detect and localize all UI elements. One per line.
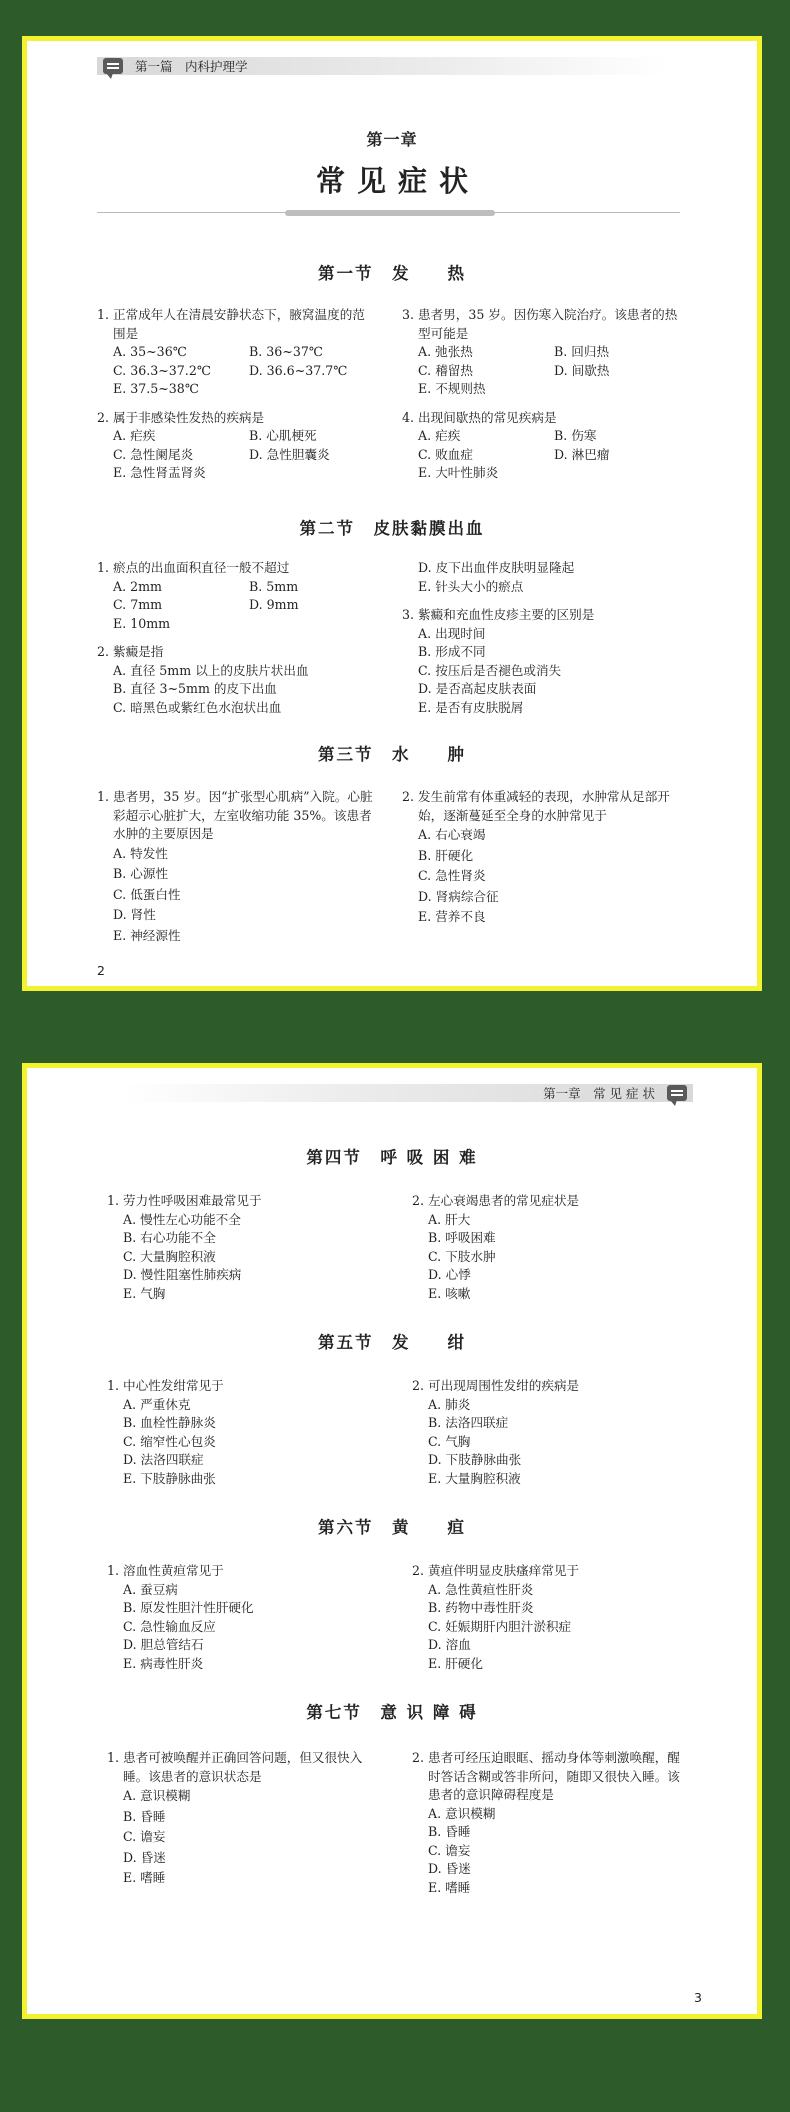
question-stem: 正常成年人在清晨安静状态下，腋窝温度的范围是 <box>113 307 365 341</box>
answer-option: D. 间歇热 <box>554 362 610 378</box>
question-number: 2. <box>412 1563 425 1578</box>
question-stem: 劳力性呼吸困难最常见于 <box>123 1193 262 1208</box>
answer-option: B. 心源性 <box>113 866 169 881</box>
section-title: 第六节 黄 疸 <box>318 1518 466 1537</box>
section-title: 第一节 发 热 <box>318 264 466 283</box>
question-column-right <box>402 559 682 727</box>
page-number: 3 <box>694 1990 702 2005</box>
question-column-left <box>97 559 377 727</box>
question <box>107 1192 387 1303</box>
question <box>97 306 377 399</box>
section-title: 第三节 水 肿 <box>318 745 466 764</box>
answer-option: C. 暗黑色或紫红色水泡状出血 <box>113 699 282 715</box>
answer-option: A. 疟疾 <box>113 428 156 443</box>
answer-option: D. 急性胆囊炎 <box>249 446 330 462</box>
answer-option: E. 咳嗽 <box>428 1285 471 1301</box>
answer-option: A. 35~36℃ <box>113 344 187 359</box>
answer-option: B. 原发性胆汁性肝硬化 <box>123 1600 254 1615</box>
question <box>402 788 682 928</box>
question <box>107 1377 387 1488</box>
question-number: 1. <box>97 560 110 575</box>
answer-option: B. 昏睡 <box>428 1824 471 1839</box>
question-stem: 中心性发绀常见于 <box>123 1378 224 1393</box>
chapter-divider-accent <box>285 210 495 216</box>
question-column-right <box>412 1749 692 1907</box>
answer-option: E. 大量胸腔积液 <box>428 1470 521 1486</box>
answer-option: D. 肾病综合征 <box>418 888 499 904</box>
question-stem: 患者可被唤醒并正确回答问题，但又很快入睡。该患者的意识状态是 <box>123 1750 363 1784</box>
running-header-text: 第一篇 内科护理学 <box>135 59 248 74</box>
answer-option: C. 低蛋白性 <box>113 886 181 902</box>
question-number: 4. <box>402 409 415 425</box>
question-stem: 患者可经压迫眼眶、摇动身体等刺激唤醒，醒时答话含糊或答非所问，随即又很快入睡。该患者的意识障碍程度是 <box>428 1750 680 1802</box>
question <box>107 1749 387 1889</box>
question-number: 2. <box>412 1750 425 1765</box>
answer-option: A. 直径 5mm 以上的皮肤片状出血 <box>113 662 309 678</box>
question-stem: 黄疸伴明显皮肤瘙痒常见于 <box>428 1563 580 1578</box>
question-column-left <box>107 1192 387 1313</box>
answer-option: E. 气胸 <box>123 1285 166 1301</box>
answer-option: C. 下肢水肿 <box>428 1248 496 1264</box>
answer-option: A. 右心衰竭 <box>418 827 486 842</box>
question-number: 2. <box>97 409 110 425</box>
answer-option: B. 肝硬化 <box>418 847 474 863</box>
answer-option: D. 36.6~37.7℃ <box>249 362 348 378</box>
answer-option: C. 缩窄性心包炎 <box>123 1433 216 1449</box>
question-stem: 瘀点的出血面积直径一般不超过 <box>113 560 290 575</box>
answer-option: B. 直径 3~5mm 的皮下出血 <box>113 681 277 696</box>
section-title: 第七节 意 识 障 碍 <box>306 1703 478 1722</box>
question-number: 1. <box>97 789 110 804</box>
question-number: 1. <box>97 307 110 322</box>
answer-option: A. 严重休克 <box>123 1396 191 1412</box>
question-column-left <box>97 306 377 493</box>
question-stem: 左心衰竭患者的常见症状是 <box>428 1193 580 1208</box>
answer-option: B. 呼吸困难 <box>428 1230 496 1245</box>
answer-option: A. 出现时间 <box>418 625 486 641</box>
question-number: 1. <box>107 1563 120 1578</box>
question-stem: 紫癜和充血性皮疹主要的区别是 <box>418 607 595 622</box>
book-page-2 <box>22 36 762 991</box>
answer-option: B. 血栓性静脉炎 <box>123 1415 216 1430</box>
answer-option: A. 弛张热 <box>418 344 473 359</box>
answer-option: C. 急性输血反应 <box>123 1618 216 1634</box>
book-page-3 <box>22 1063 762 2019</box>
question-column-left <box>107 1377 387 1498</box>
question-column-right <box>412 1192 692 1313</box>
question <box>97 409 377 483</box>
answer-option: C. 急性阑尾炎 <box>113 446 194 462</box>
answer-option: C. 稽留热 <box>418 362 473 378</box>
answer-option: B. 5mm <box>249 578 299 594</box>
answer-option: D. 慢性阻塞性肺疾病 <box>123 1267 242 1282</box>
answer-option: E. 病毒性肝炎 <box>123 1655 204 1671</box>
question-number: 2. <box>97 644 110 659</box>
question <box>107 1562 387 1673</box>
answer-option: C. 大量胸腔积液 <box>123 1248 216 1264</box>
speech-bubble-icon <box>667 1085 687 1101</box>
answer-option: B. 36~37℃ <box>249 344 323 359</box>
answer-option: D. 是否高起皮肤表面 <box>418 681 537 696</box>
answer-option: B. 右心功能不全 <box>123 1230 216 1245</box>
running-header <box>97 57 667 75</box>
answer-option: E. 下肢静脉曲张 <box>123 1470 216 1486</box>
question-number: 2. <box>412 1378 425 1393</box>
answer-option: E. 针头大小的瘀点 <box>418 578 524 594</box>
answer-option: E. 大叶性肺炎 <box>418 465 499 480</box>
answer-option: A. 急性黄疸性肝炎 <box>428 1581 534 1597</box>
chapter-label: 第一章 <box>366 130 418 149</box>
answer-option: E. 不规则热 <box>418 381 486 396</box>
speech-bubble-icon <box>103 58 123 74</box>
answer-option: B. 法洛四联症 <box>428 1415 509 1430</box>
question-number: 1. <box>107 1378 120 1393</box>
answer-option: B. 形成不同 <box>418 644 486 659</box>
answer-option: D. 心悸 <box>428 1267 471 1282</box>
answer-option: A. 肝大 <box>428 1211 471 1227</box>
question-column-right <box>402 788 682 938</box>
page-number: 2 <box>97 963 105 978</box>
question-number: 1. <box>107 1193 120 1208</box>
answer-option: D. 9mm <box>249 597 299 612</box>
answer-option: E. 嗜睡 <box>428 1879 471 1895</box>
question-number: 2. <box>402 789 415 804</box>
answer-option: D. 胆总管结石 <box>123 1637 204 1652</box>
answer-option: D. 法洛四联症 <box>123 1452 204 1467</box>
question-column-right <box>402 306 682 493</box>
question <box>97 643 377 717</box>
question-number: 3. <box>402 307 415 322</box>
chapter-title: 常见症状 <box>315 164 480 198</box>
question <box>412 1562 692 1673</box>
question-stem: 发生前常有体重减轻的表现，水肿常从足部开始，逐渐蔓延至全身的水肿常见于 <box>418 789 670 823</box>
answer-option: B. 伤寒 <box>554 428 597 443</box>
answer-option: E. 肝硬化 <box>428 1655 483 1671</box>
answer-option: C. 急性肾炎 <box>418 868 486 883</box>
answer-option: C. 败血症 <box>418 446 473 462</box>
question-stem: 可出现周围性发绀的疾病是 <box>428 1378 580 1393</box>
question-stem: 紫癜是指 <box>113 644 164 659</box>
answer-option: D. 下肢静脉曲张 <box>428 1452 522 1467</box>
answer-option: A. 肺炎 <box>428 1396 471 1412</box>
answer-option: A. 2mm <box>113 578 162 594</box>
answer-option: A. 意识模糊 <box>123 1788 191 1803</box>
answer-option: E. 是否有皮肤脱屑 <box>418 699 524 715</box>
answer-option: B. 心肌梗死 <box>249 428 317 443</box>
answer-option: D. 淋巴瘤 <box>554 446 610 462</box>
answer-option: C. 谵妄 <box>428 1842 471 1858</box>
answer-option: C. 按压后是否褪色或消失 <box>418 662 562 678</box>
question-number: 1. <box>107 1750 120 1765</box>
question-stem: 患者男，35 岁。因伤寒入院治疗。该患者的热型可能是 <box>418 307 678 341</box>
answer-option: A. 疟疾 <box>418 428 461 443</box>
answer-option: C. 妊娠期肝内胆汁淤积症 <box>428 1618 572 1634</box>
answer-option: A. 慢性左心功能不全 <box>123 1211 241 1227</box>
answer-option: E. 急性肾盂肾炎 <box>113 465 206 480</box>
question <box>402 306 682 399</box>
section-title: 第二节 皮肤黏膜出血 <box>299 519 485 538</box>
question <box>402 606 682 717</box>
question-number: 3. <box>402 607 415 622</box>
answer-option: C. 36.3~37.2℃ <box>113 362 211 378</box>
answer-option: B. 药物中毒性肝炎 <box>428 1600 534 1615</box>
question-column-right <box>412 1562 692 1683</box>
answer-option: E. 10mm <box>113 615 171 631</box>
section-title: 第五节 发 绀 <box>318 1333 466 1352</box>
question-stem: 出现间歇热的常见疾病是 <box>418 409 557 425</box>
question <box>412 1192 692 1303</box>
question <box>402 409 682 483</box>
question-stem: 溶血性黄疸常见于 <box>123 1563 224 1578</box>
answer-option: D. 皮下出血伴皮肤明显隆起 <box>418 560 575 575</box>
answer-option: C. 气胸 <box>428 1433 471 1449</box>
question-column-left <box>107 1749 387 1899</box>
answer-option: D. 昏迷 <box>123 1849 166 1865</box>
answer-option: C. 谵妄 <box>123 1829 166 1844</box>
answer-option: E. 营养不良 <box>418 909 486 924</box>
question-column-left <box>107 1562 387 1683</box>
answer-option: D. 溶血 <box>428 1637 471 1652</box>
question-continued <box>402 559 682 596</box>
question-stem: 属于非感染性发热的疾病是 <box>113 409 265 425</box>
answer-option: A. 意识模糊 <box>428 1805 496 1821</box>
question-column-left <box>97 788 377 956</box>
running-header <box>123 1084 693 1102</box>
answer-option: D. 肾性 <box>113 907 156 922</box>
question <box>97 559 377 633</box>
answer-option: B. 昏睡 <box>123 1808 166 1824</box>
question <box>97 788 377 946</box>
question <box>412 1749 692 1897</box>
section-title: 第四节 呼 吸 困 难 <box>306 1148 478 1167</box>
question-stem: 患者男，35 岁。因“扩张型心肌病”入院。心脏彩超示心脏扩大，左室收缩功能 35%。该患者水肿的主要原因是 <box>113 789 373 841</box>
answer-option: A. 特发性 <box>113 845 168 861</box>
running-header-text: 第一章 常 见 症 状 <box>543 1086 655 1101</box>
answer-option: A. 蚕豆病 <box>123 1581 178 1597</box>
answer-option: E. 神经源性 <box>113 927 181 943</box>
answer-option: B. 回归热 <box>554 344 610 359</box>
question-column-right <box>412 1377 692 1498</box>
question-number: 2. <box>412 1193 425 1208</box>
answer-option: C. 7mm <box>113 597 163 612</box>
answer-option: E. 37.5~38℃ <box>113 381 199 396</box>
question <box>412 1377 692 1488</box>
answer-option: E. 嗜睡 <box>123 1870 166 1885</box>
answer-option: D. 昏迷 <box>428 1861 471 1876</box>
